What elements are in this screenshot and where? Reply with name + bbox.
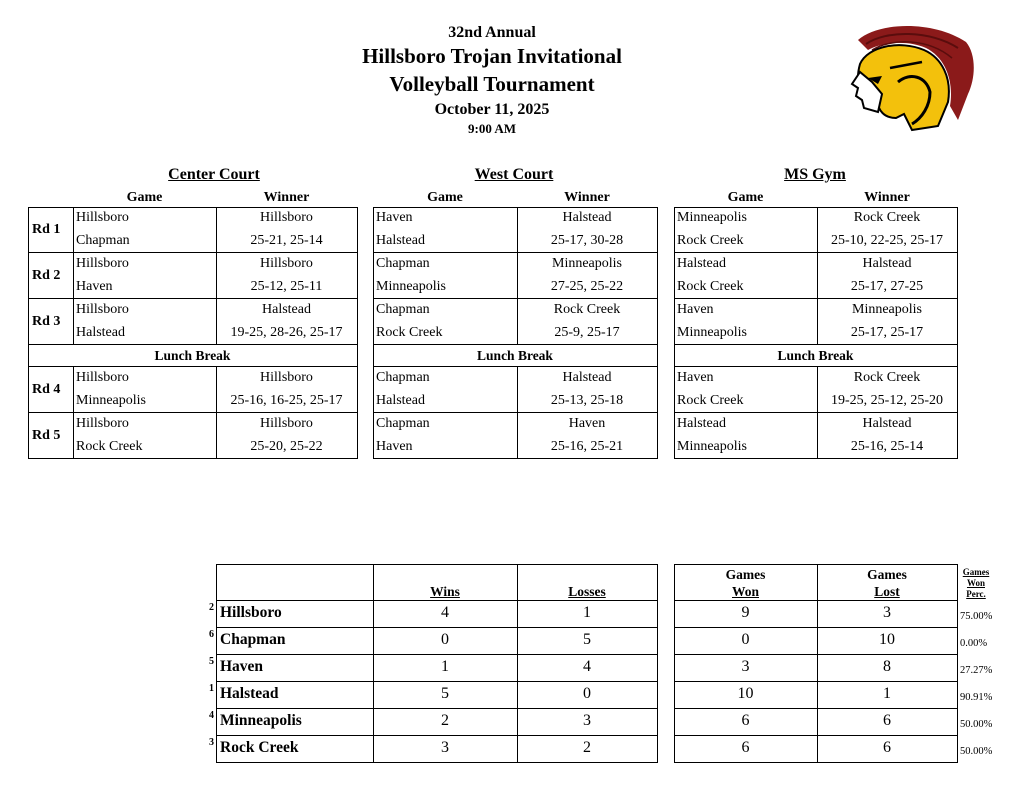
team-wins: 3 — [441, 739, 449, 756]
standings-border — [674, 681, 958, 682]
table-border — [373, 412, 658, 413]
team-losses: 3 — [583, 712, 591, 729]
match-score: 19-25, 25-12, 25-20 — [831, 393, 943, 408]
standings-border — [517, 564, 518, 763]
match-winner: Hillsboro — [260, 210, 313, 225]
team-games-lost: 3 — [883, 604, 891, 621]
team-seed: 1 — [209, 683, 214, 694]
match-team2: Rock Creek — [76, 439, 143, 454]
court-title-2: MS Gym — [784, 166, 846, 183]
match-winner: Halstead — [562, 210, 612, 225]
col-head-game-2: Game — [727, 190, 764, 205]
team-wins: 4 — [441, 604, 449, 621]
team-games-lost: 1 — [883, 685, 891, 702]
team-games-won: 10 — [737, 685, 754, 702]
pct-header-1: Games — [962, 567, 990, 577]
round-label: Rd 3 — [32, 313, 61, 329]
team-seed: 2 — [209, 602, 214, 613]
match-score: 25-12, 25-11 — [250, 279, 323, 294]
page-title-line2: Volleyball Tournament — [389, 72, 595, 96]
match-score: 25-16, 25-21 — [550, 439, 624, 454]
table-border — [216, 366, 217, 459]
table-border — [657, 344, 658, 367]
match-team1: Halstead — [677, 416, 726, 431]
team-losses: 4 — [583, 658, 591, 675]
team-wins: 1 — [441, 658, 449, 675]
standings-border — [957, 564, 958, 763]
table-border — [357, 366, 358, 459]
table-border — [957, 344, 958, 367]
match-winner: Halstead — [862, 416, 912, 431]
standings-border — [216, 600, 658, 601]
table-border — [817, 207, 818, 345]
team-losses: 1 — [583, 604, 591, 621]
match-team2: Minneapolis — [677, 439, 747, 454]
table-border — [28, 344, 358, 345]
lunch-break-label: Lunch Break — [154, 348, 231, 363]
table-border — [73, 207, 74, 345]
team-win-pct: 50.00% — [960, 746, 993, 757]
standings-border — [674, 627, 958, 628]
team-games-lost: 10 — [879, 631, 895, 648]
table-border — [674, 344, 958, 345]
match-team2: Haven — [76, 279, 113, 294]
round-label: Rd 4 — [32, 381, 61, 397]
team-seed: 6 — [209, 629, 214, 640]
games-lost-header-1: Games — [867, 567, 907, 582]
match-score: 25-20, 25-22 — [250, 439, 323, 454]
table-border — [28, 298, 358, 299]
standings-border — [674, 564, 675, 763]
table-border — [73, 366, 74, 459]
table-border — [373, 207, 658, 208]
table-border — [674, 366, 958, 367]
table-border — [517, 366, 518, 459]
team-losses: 2 — [583, 739, 591, 756]
team-games-won: 9 — [741, 604, 750, 621]
match-winner: Rock Creek — [853, 370, 921, 385]
match-score: 25-17, 27-25 — [850, 279, 924, 294]
match-team1: Haven — [677, 370, 714, 385]
table-border — [373, 366, 374, 459]
team-win-pct: 27.27% — [960, 665, 993, 676]
match-team1: Haven — [677, 302, 714, 317]
match-team1: Hillsboro — [76, 370, 129, 385]
team-losses: 5 — [583, 631, 591, 648]
round-label: Rd 5 — [32, 427, 61, 443]
team-name: Halstead — [220, 685, 279, 702]
standings-border — [216, 708, 658, 709]
team-games-won: 6 — [741, 712, 750, 729]
match-team2: Halstead — [76, 325, 125, 340]
table-border — [28, 207, 358, 208]
match-winner: Hillsboro — [260, 256, 313, 271]
table-border — [28, 412, 358, 413]
table-border — [373, 252, 658, 253]
match-team1: Chapman — [376, 370, 430, 385]
match-score: 25-16, 25-14 — [850, 439, 924, 454]
team-name: Hillsboro — [220, 604, 282, 621]
table-border — [373, 366, 658, 367]
match-team1: Minneapolis — [677, 210, 747, 225]
match-team1: Hillsboro — [76, 416, 129, 431]
standings-border — [216, 735, 658, 736]
table-border — [373, 344, 658, 345]
match-team2: Rock Creek — [677, 279, 744, 294]
standings-border — [216, 654, 658, 655]
match-team2: Halstead — [376, 233, 425, 248]
match-team2: Chapman — [76, 233, 130, 248]
match-team2: Rock Creek — [376, 325, 443, 340]
team-games-won: 3 — [741, 658, 750, 675]
team-wins: 5 — [441, 685, 449, 702]
match-score: 25-21, 25-14 — [250, 233, 323, 248]
pct-header-2: Won — [966, 578, 985, 588]
table-border — [674, 207, 958, 208]
col-head-winner-2: Winner — [864, 190, 910, 205]
match-team1: Chapman — [376, 416, 430, 431]
table-border — [28, 366, 358, 367]
standings-border — [216, 762, 658, 763]
table-border — [674, 298, 958, 299]
team-name: Haven — [220, 658, 264, 675]
match-score: 25-17, 30-28 — [550, 233, 624, 248]
match-score: 27-25, 25-22 — [550, 279, 624, 294]
match-team2: Minneapolis — [677, 325, 747, 340]
games-lost-header-2: Lost — [874, 584, 900, 599]
table-border — [957, 207, 958, 345]
match-score: 19-25, 28-26, 25-17 — [230, 325, 343, 340]
team-games-lost: 8 — [883, 658, 891, 675]
standings-border — [216, 681, 658, 682]
match-team2: Rock Creek — [677, 393, 744, 408]
page-title: Hillsboro Trojan Invitational — [362, 44, 622, 68]
subtitle-annual: 32nd Annual — [448, 24, 536, 41]
team-name: Minneapolis — [220, 712, 302, 729]
table-border — [657, 366, 658, 459]
match-winner: Hillsboro — [260, 416, 313, 431]
table-border — [517, 207, 518, 345]
table-border — [657, 207, 658, 345]
table-border — [373, 298, 658, 299]
team-wins: 2 — [441, 712, 449, 729]
standings-border — [216, 564, 217, 763]
match-winner: Halstead — [262, 302, 311, 317]
team-seed: 5 — [209, 656, 214, 667]
table-border — [817, 366, 818, 459]
match-winner: Haven — [568, 416, 606, 431]
losses-header: Losses — [568, 584, 606, 599]
match-winner: Rock Creek — [853, 210, 921, 225]
match-team1: Halstead — [677, 256, 726, 271]
match-score: 25-17, 25-17 — [850, 325, 924, 340]
match-score: 25-16, 16-25, 25-17 — [230, 393, 343, 408]
table-border — [28, 458, 358, 459]
col-head-game-0: Game — [126, 190, 163, 205]
match-score: 25-9, 25-17 — [554, 325, 620, 340]
table-border — [357, 344, 358, 367]
standings-border — [216, 564, 658, 565]
table-border — [674, 207, 675, 345]
standings-border — [817, 564, 818, 763]
table-border — [674, 252, 958, 253]
table-border — [674, 412, 958, 413]
table-border — [357, 207, 358, 345]
team-seed: 3 — [209, 737, 214, 748]
col-head-game-1: Game — [427, 190, 463, 205]
match-winner: Minneapolis — [852, 302, 922, 317]
wins-header: Wins — [430, 584, 460, 599]
match-winner: Halstead — [562, 370, 612, 385]
match-team2: Haven — [376, 439, 413, 454]
standings-border — [674, 654, 958, 655]
match-winner: Minneapolis — [552, 256, 622, 271]
team-win-pct: 50.00% — [960, 719, 993, 730]
standings-border — [657, 564, 658, 763]
match-team2: Rock Creek — [677, 233, 744, 248]
standings-border — [674, 564, 958, 565]
trojan-helmet-logo — [838, 22, 976, 134]
team-win-pct: 75.00% — [960, 611, 993, 622]
table-border — [957, 366, 958, 459]
team-win-pct: 0.00% — [960, 638, 988, 649]
col-head-winner-0: Winner — [263, 190, 310, 205]
team-losses: 0 — [583, 685, 591, 702]
match-team1: Hillsboro — [76, 302, 129, 317]
table-border — [674, 366, 675, 459]
match-team2: Minneapolis — [76, 393, 146, 408]
match-team1: Hillsboro — [76, 256, 129, 271]
table-border — [373, 458, 658, 459]
standings-border — [674, 735, 958, 736]
event-time: 9:00 AM — [467, 121, 517, 136]
team-wins: 0 — [441, 631, 449, 648]
match-winner: Halstead — [862, 256, 912, 271]
team-win-pct: 90.91% — [960, 692, 993, 703]
team-name: Rock Creek — [220, 739, 299, 756]
team-seed: 4 — [209, 710, 214, 721]
match-winner: Hillsboro — [260, 370, 313, 385]
table-border — [674, 458, 958, 459]
col-head-winner-1: Winner — [564, 190, 610, 205]
team-games-lost: 6 — [883, 712, 891, 729]
team-games-lost: 6 — [883, 739, 891, 756]
match-score: 25-10, 22-25, 25-17 — [831, 233, 943, 248]
match-team2: Minneapolis — [376, 279, 446, 294]
games-won-header-1: Games — [725, 567, 766, 582]
lunch-break-label: Lunch Break — [477, 348, 553, 363]
match-team1: Chapman — [376, 256, 430, 271]
standings-border — [216, 627, 658, 628]
team-name: Chapman — [220, 631, 286, 648]
pct-header-3: Perc. — [966, 589, 986, 599]
team-games-won: 0 — [741, 631, 750, 648]
court-title-0: Center Court — [168, 166, 260, 183]
table-border — [373, 344, 374, 367]
match-winner: Rock Creek — [553, 302, 621, 317]
standings-border — [373, 564, 374, 763]
match-team2: Halstead — [376, 393, 425, 408]
table-border — [216, 207, 217, 345]
table-border — [373, 207, 374, 345]
round-label: Rd 1 — [32, 221, 61, 237]
standings-border — [674, 600, 958, 601]
table-border — [28, 252, 358, 253]
games-won-header-2: Won — [731, 584, 759, 599]
table-border — [674, 344, 675, 367]
match-team1: Chapman — [376, 302, 430, 317]
standings-border — [674, 762, 958, 763]
match-score: 25-13, 25-18 — [550, 393, 624, 408]
match-team1: Haven — [376, 210, 413, 225]
team-games-won: 6 — [741, 739, 750, 756]
lunch-break-label: Lunch Break — [777, 348, 854, 363]
standings-border — [674, 708, 958, 709]
event-date: October 11, 2025 — [434, 101, 550, 118]
match-team1: Hillsboro — [76, 210, 129, 225]
round-label: Rd 2 — [32, 267, 61, 283]
table-border — [28, 344, 29, 367]
court-title-1: West Court — [474, 166, 554, 183]
